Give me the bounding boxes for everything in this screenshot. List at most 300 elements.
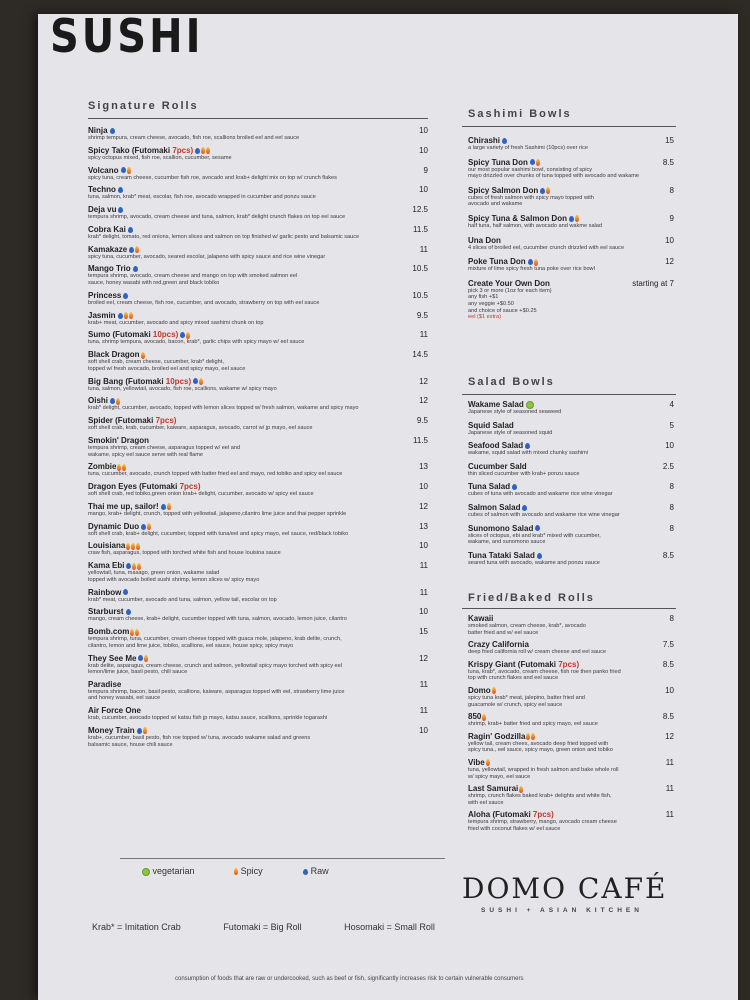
menu-item-price: 12 xyxy=(419,376,428,386)
drop-icon xyxy=(537,553,542,559)
menu-item-price: 9 xyxy=(423,165,428,175)
menu-item-name: Cucumber Sald xyxy=(468,461,527,471)
menu-item xyxy=(88,396,428,412)
menu-item-name: Last Samurai xyxy=(468,784,674,793)
menu-item-description: sauce, honey wasabi with red,green and black tobiko xyxy=(88,280,220,287)
flame-icon xyxy=(130,629,134,636)
flame-icon xyxy=(126,543,130,550)
menu-item-price: 13 xyxy=(419,462,428,472)
menu-item-description: wakame, and sunomono sauce xyxy=(468,539,546,546)
flame-icon xyxy=(122,464,126,471)
menu-item-description: a large variety of fresh Sashimi (10pcs) over rice xyxy=(468,145,589,151)
menu-item xyxy=(468,686,674,708)
fried-baked-rolls-heading: Fried/Baked Rolls xyxy=(468,592,595,604)
menu-item-description: cilantro, lemon and lime juice, tobiko, scallions, eel sauce, house spicy, spicy mayo xyxy=(88,642,294,649)
menu-item-description: tempura shrimp, cream cheese, asparagus topped w/ eel and xyxy=(88,444,241,451)
menu-item-price: 15 xyxy=(665,136,674,145)
menu-item xyxy=(88,541,428,557)
menu-item-price: 12.5 xyxy=(412,205,428,215)
menu-item-price: 8.5 xyxy=(662,550,674,560)
flame-icon xyxy=(186,332,190,339)
menu-item xyxy=(88,482,428,498)
flame-icon xyxy=(141,352,145,359)
menu-item-name: Bomb.com xyxy=(88,627,428,636)
flame-icon xyxy=(129,312,133,319)
menu-item-name: Thai me up, sailor! xyxy=(88,502,428,511)
menu-item-name: Oishi xyxy=(88,396,428,405)
drop-icon xyxy=(535,525,540,531)
menu-item-price: 8 xyxy=(669,482,674,492)
menu-item-name: Tuna Tataki Salad xyxy=(468,551,674,560)
drop-icon xyxy=(303,869,308,875)
menu-item-description: shrimp tempura, cream cheese, avocado, fish roe, scallions broiled eel and eel sauce xyxy=(88,135,300,141)
menu-item-name: Poke Tuna Don xyxy=(468,257,674,266)
menu-item-price: 11 xyxy=(419,244,428,254)
hosomaki-note: Hosomaki = Small Roll xyxy=(344,922,435,932)
menu-item-description: tuna, shrimp tempura, avocado, bacon, krab*, garlic chips with spicy mayo w/ eel sauce xyxy=(88,339,305,346)
menu-item-description: tuna, yellowtail, wrapped in fresh salmon and bake whole roll xyxy=(468,766,619,773)
menu-item-description: tuna, salmon, yellowtail, avocado, fish roe, scallions, wakame w/ spicy mayo xyxy=(88,385,277,392)
menu-item xyxy=(88,416,428,432)
flame-icon xyxy=(201,147,205,154)
menu-item-description: thin sliced cucumber with krab+ ponzu sauce xyxy=(468,470,580,477)
flame-icon xyxy=(482,714,486,721)
menu-item-name: Techno xyxy=(88,185,428,194)
menu-item xyxy=(88,627,428,649)
menu-item xyxy=(468,712,674,728)
menu-item-description: soft shell crab, krab, cucumber, kaiware, asparagus, avocado, carrot w/ jp mayo, eel sauce xyxy=(88,425,313,432)
menu-item xyxy=(88,205,428,221)
piece-count: 10pcs) xyxy=(165,376,192,386)
menu-item xyxy=(88,245,428,261)
menu-item-description: krab delite, asparagus, cream cheese, crunch and salmon, yellowtail spicy mayo torched with spicy eel xyxy=(88,662,343,669)
drop-icon xyxy=(512,484,517,490)
flame-icon xyxy=(575,215,579,222)
menu-item xyxy=(468,660,674,682)
fried-baked-rolls-list xyxy=(468,614,674,837)
flame-icon xyxy=(137,563,141,570)
menu-item-price: 7.5 xyxy=(662,640,674,650)
menu-item xyxy=(88,377,428,393)
futomaki-note: Futomaki = Big Roll xyxy=(223,922,302,932)
menu-item-description: wakame, spicy eel sauce serve with real flame xyxy=(88,451,204,458)
flame-icon xyxy=(116,398,120,405)
menu-item xyxy=(88,726,428,748)
menu-item-description: soft shell crab, krab+ delight, cucumber, topped with tuna/eel and spicy mayo, eel sauce, red/black tobiko xyxy=(88,530,349,537)
menu-item-name: Kama Ebi xyxy=(88,561,428,570)
menu-item-name: Ragin' Godzilla xyxy=(468,732,674,741)
flame-icon xyxy=(136,543,140,550)
flame-icon xyxy=(117,464,121,471)
piece-count: 10pcs) xyxy=(152,330,179,340)
menu-item-price: 10 xyxy=(665,685,674,695)
menu-item-price: 10 xyxy=(419,185,428,195)
brand-tagline: SUSHI + ASIAN KITCHEN xyxy=(481,907,643,914)
piece-count: 7pcs) xyxy=(179,482,201,492)
menu-item xyxy=(88,607,428,623)
menu-item-description: spicy tuna krab* meat, jalepino, batter fried and xyxy=(468,694,585,701)
menu-item xyxy=(88,166,428,182)
menu-item-name: Create Your Own Don xyxy=(468,278,550,288)
menu-item-name: Spicy Tuna Don xyxy=(468,158,674,167)
drop-icon xyxy=(180,332,185,338)
menu-item-description: yellowtail, tuna, masago, green onion, wakame salad xyxy=(88,570,220,577)
menu-item-price: 10 xyxy=(665,235,674,245)
menu-item-description: balsamic sauce, house chili sauce xyxy=(88,741,173,748)
drop-icon xyxy=(161,504,166,510)
menu-item-description: krab* delight, tomato, red onions, lemon slices and salmon on top finished w/ garlic pesto and balsamic sauce xyxy=(88,233,360,240)
menu-item-name: Mango Trio xyxy=(88,264,428,273)
salad-bowls-heading: Salad Bowls xyxy=(468,376,555,388)
drop-icon xyxy=(137,728,142,734)
menu-item xyxy=(468,279,674,321)
menu-item-description: spicy tuna, cream cheese, cucumber fish roe, avocado and krab+ delight mix on top w/ crunch flakes xyxy=(88,174,337,181)
menu-item xyxy=(88,311,428,327)
flame-icon xyxy=(167,503,171,510)
menu-item-description: mango, krab+ delight, crunch, topped with yellowtail, jalapeno,cilantro lime juice and thai pepper sprinkle xyxy=(88,510,347,517)
menu-item-description: krab+, cucumber, basil pesto, fish roe topped w/ tuna, avocado wakame salad and greens xyxy=(88,735,311,742)
menu-item-price: 10 xyxy=(419,126,428,135)
menu-item-description: cubes of salmon with avocado and wakame rice wine vinegar xyxy=(468,511,620,518)
flame-icon xyxy=(143,727,147,734)
menu-item-price: 12 xyxy=(419,396,428,406)
menu-item xyxy=(468,640,674,656)
menu-item-description: smoked salmon, cream cheese, krab*, avocado xyxy=(468,623,586,629)
menu-item xyxy=(468,614,674,636)
menu-item xyxy=(468,158,674,180)
menu-item-name: 850 xyxy=(468,712,674,721)
flame-icon xyxy=(234,868,238,875)
sashimi-bowls-rule xyxy=(462,126,676,127)
fried-baked-rolls-rule xyxy=(462,608,676,609)
menu-item-price: 11 xyxy=(419,561,428,571)
flame-icon xyxy=(135,629,139,636)
drop-icon xyxy=(110,128,115,134)
menu-item-price: 15 xyxy=(419,627,428,637)
menu-item-name: Starburst xyxy=(88,607,428,616)
drop-icon xyxy=(522,505,527,511)
menu-item xyxy=(468,503,674,519)
menu-item-price: 12 xyxy=(665,257,674,267)
menu-item-name: Seafood Salad xyxy=(468,441,674,450)
menu-item-description: fried with coconut flakes w/ eel sauce xyxy=(468,825,561,832)
menu-item-description: and honey wasabi, eel sauce xyxy=(88,695,161,702)
menu-item-description: krab, cucumber, avocado topped w/ katsu fish jp mayo, katsu sauce, scallions, sprinkle togarashi xyxy=(88,715,328,722)
menu-item xyxy=(468,400,674,416)
menu-item xyxy=(88,462,428,478)
legend-raw: Raw xyxy=(301,866,329,876)
menu-item xyxy=(88,588,428,604)
menu-item-price: 11.5 xyxy=(413,435,428,445)
menu-item-description: cubes of tuna with avocado and wakame rice wine vinegar xyxy=(468,491,613,498)
menu-item-price: 10.5 xyxy=(412,290,428,300)
menu-item-price: 11 xyxy=(665,784,674,794)
flame-icon xyxy=(536,159,540,166)
menu-item-name: Wakame Salad xyxy=(468,400,674,409)
menu-item-description: tempura shrimp, avocado, cream cheese and tuna, salmon, krab* delight crunch flakes on top eel sauce xyxy=(88,214,346,221)
flame-icon xyxy=(144,655,148,662)
menu-item-description: tuna, salmon, krab* meat, escolar, fish roe, avocado wrapped in cucumber and ponzu sauce xyxy=(88,194,316,201)
menu-item-price: 8.5 xyxy=(662,157,674,167)
menu-item-description: deep fried california roll w/ cream cheese and eel sauce xyxy=(468,649,607,656)
menu-item-price: 12 xyxy=(665,731,674,741)
menu-item-price: 10 xyxy=(419,482,428,492)
flame-icon xyxy=(534,259,538,266)
menu-item-description: spicy tuna, cucumber, avocado, seared escolar, jalapeno with spicy sauce and rice wine vinegar xyxy=(88,253,326,260)
menu-item-description: seared tuna with avocado, wakame and ponzu sauce xyxy=(468,559,600,566)
menu-item-description: batter fried and w/ eel sauce xyxy=(468,629,539,636)
menu-item-description: spicy tuna., eel sauce, spicy mayo, green onion and tobiko xyxy=(468,747,613,754)
menu-item-price: 10 xyxy=(665,441,674,451)
drop-icon xyxy=(530,159,535,165)
menu-item xyxy=(88,561,428,583)
menu-item-description: our most popular sashimi bowl, consisting of spicy xyxy=(468,166,593,173)
piece-count: 7pcs) xyxy=(155,416,177,426)
drop-icon xyxy=(110,398,115,404)
menu-item-name: Black Dragon xyxy=(88,350,428,359)
menu-item-name: Louisiana xyxy=(88,541,428,550)
menu-item-description: broiled eel, cream cheese, fish roe, cucumber, and avocado, strawberry on top with eel sauce xyxy=(88,299,320,306)
menu-item-description: avocado and wakame xyxy=(468,201,523,208)
menu-item xyxy=(88,706,428,722)
menu-item-name: Krispy Giant (Futomaki 7pcs) xyxy=(468,659,580,669)
legend-spicy: Spicy xyxy=(233,866,263,876)
drop-icon xyxy=(128,227,133,233)
menu-item-name: Tuna Salad xyxy=(468,482,674,491)
flame-icon xyxy=(546,187,550,194)
menu-item-description: mixture of lime spicy fresh tuna poke over rice bowl xyxy=(468,266,595,273)
menu-item-description: tempura shrimp, bacon, basil pesto, scallions, kaiware, asparagus topped with eel, strawberry lime juice xyxy=(88,688,345,695)
drop-icon xyxy=(133,266,138,272)
menu-item-name: Spider (Futomaki 7pcs) xyxy=(88,416,177,426)
drop-icon xyxy=(528,259,533,265)
menu-item-description: topped with avocado boiled sushi shrimp, lemon slices w/ spicy mayo xyxy=(88,576,260,583)
menu-item-price: 11.5 xyxy=(413,224,428,234)
menu-item-name: Kamakaze xyxy=(88,245,428,254)
flame-icon xyxy=(135,246,139,253)
drop-icon xyxy=(123,589,128,595)
menu-item-description: tuna, krab*, avocado, cream cheese, fish roe then panko fried xyxy=(468,668,621,675)
menu-item xyxy=(468,482,674,498)
menu-item-name: Domo xyxy=(468,686,674,695)
menu-item xyxy=(468,186,674,208)
menu-item-description: any fish +$1 xyxy=(468,294,499,301)
menu-item xyxy=(468,421,674,437)
menu-item-description: krab+ meat, cucumber, avocado and spicy mixed sashimi chunk on top xyxy=(88,319,264,326)
menu-item-name: Volcano xyxy=(88,166,428,175)
menu-item-name: Spicy Tuna & Salmon Don xyxy=(468,214,674,223)
menu-item-name: Crazy California xyxy=(468,640,529,650)
menu-item-description: any veggie +$0.50 xyxy=(468,300,514,307)
menu-item-name: Deja vu xyxy=(88,205,428,214)
menu-item-description: half tuna, half salmon, with avocado and wakme salad xyxy=(468,222,603,229)
flame-icon xyxy=(132,563,136,570)
menu-item-name: Vibe xyxy=(468,758,674,767)
menu-item-description: krab* meat, cucumber, avocado and tuna, salmon, yellow tail, escolar on top xyxy=(88,596,277,603)
flame-icon xyxy=(199,378,203,385)
legend xyxy=(140,866,440,876)
drop-icon xyxy=(126,609,131,615)
menu-item xyxy=(88,291,428,307)
menu-item-description: with eel sauce xyxy=(468,799,504,806)
legend-rule xyxy=(120,858,445,859)
menu-item-price: 8.5 xyxy=(662,712,674,722)
menu-item-name: Squid Salad xyxy=(468,420,514,430)
menu-item-name: Cobra Kai xyxy=(88,225,428,234)
page-title: SUSHI xyxy=(50,10,204,64)
menu-item-description: shrimp, krab+ batter fried and spicy mayo, eel sauce xyxy=(468,721,598,728)
menu-item-description: tuna, cucumber, avocado, crunch topped with batter fried eel and mayo, red tobiko and spicy eel sauce xyxy=(88,471,343,478)
menu-item-description: and choice of sauce +$0.25 xyxy=(468,307,537,314)
menu-item-price: 13 xyxy=(419,521,428,531)
menu-item-description: spicy octopus mixed, fish roe, scallion, cucumber, sesame xyxy=(88,154,232,161)
menu-item-name: They See Me xyxy=(88,654,428,663)
menu-item-name: Jasmin xyxy=(88,311,428,320)
menu-item-description: guacamole w/ crunch, spicy eel sauce xyxy=(468,701,563,708)
disclaimer: consumption of foods that are raw or undercooked, such as beef or fish, significantly increases risk to certain vulnerable consumers xyxy=(175,976,524,982)
flame-icon xyxy=(147,523,151,530)
drop-icon xyxy=(502,138,507,144)
menu-item-name: Kawaii xyxy=(468,614,494,623)
menu-item-description: soft shell crab, red tobiko,green onion krab+ delight, cucumber, avocado w/ spicy eel sauce xyxy=(88,491,314,498)
menu-item-description: mango, cream cheese, krab+ delight, cucumber topped with tuna, salmon, avocado, lemon juice, cilantro xyxy=(88,616,347,623)
menu-item xyxy=(468,732,674,754)
menu-item xyxy=(468,136,674,152)
menu-item-price: 11 xyxy=(419,587,428,597)
menu-item-description: topped w/ fresh avocado, broiled eel and spicy mayo, eel sauce xyxy=(88,365,246,372)
menu-item-description: wakame, squid salad with mixed chunky sashimi xyxy=(468,450,589,457)
drop-icon xyxy=(569,216,574,222)
flame-icon xyxy=(526,733,530,740)
menu-item-description: krab* delight, cucumber, avocado, topped with lemon slices topped w/ fresh salmon, wakame and spicy mayo xyxy=(88,405,359,412)
menu-item-price: 2.5 xyxy=(662,461,674,471)
menu-item-price: 11 xyxy=(419,330,428,340)
menu-item-description: lemon/lime juice, basil pesto, chili sauce xyxy=(88,669,188,676)
menu-item-price: 11 xyxy=(665,810,674,820)
menu-item-name: Princess xyxy=(88,291,428,300)
menu-item-price: 4 xyxy=(669,400,674,409)
menu-item xyxy=(468,551,674,567)
menu-item-price: 10 xyxy=(419,541,428,551)
menu-item-price: 10 xyxy=(419,145,428,155)
menu-item-price: 8 xyxy=(669,523,674,533)
signature-rolls-list xyxy=(88,126,428,752)
menu-item xyxy=(468,214,674,230)
menu-item-price: 12 xyxy=(419,653,428,663)
menu-item-description: cubes of fresh salmon with spicy mayo topped with xyxy=(468,194,594,201)
drop-icon xyxy=(525,443,530,449)
menu-item-price: 8 xyxy=(669,502,674,512)
menu-item-description: soft shell crab, cream cheese, cucumber, krab* delight, xyxy=(88,359,224,366)
menu-item xyxy=(88,350,428,372)
menu-item-extra: eel ($1 extra) xyxy=(468,314,501,321)
roll-notes xyxy=(92,922,475,932)
piece-count: 7pcs) xyxy=(558,659,580,669)
menu-item-description: tempura shrimp, tuna, cucumber, cream cheese topped with guaca mole, jalapeno, krab delite, crunch, xyxy=(88,636,342,643)
menu-item-name: Dragon Eyes (Futomaki 7pcs) xyxy=(88,482,201,492)
menu-item-name: Smokin' Dragon xyxy=(88,435,150,445)
flame-icon xyxy=(124,312,128,319)
drop-icon xyxy=(540,188,545,194)
menu-item xyxy=(88,146,428,162)
piece-count: 7pcs) xyxy=(532,810,554,820)
salad-bowls-list xyxy=(468,400,674,571)
menu-item-description: Japanese style of seasoned squid xyxy=(468,429,553,436)
menu-item-description: Japanese style of seasoned seaweed xyxy=(468,409,562,415)
krab-note: Krab* = Imitation Crab xyxy=(92,922,181,932)
drop-icon xyxy=(195,148,200,154)
menu-item-name: Spicy Tako (Futomaki 7pcs) xyxy=(88,146,428,155)
menu-item-description: top with crunch flakes and eel sauce xyxy=(468,675,559,682)
drop-icon xyxy=(118,187,123,193)
drop-icon xyxy=(126,563,131,569)
menu-item-name: Big Bang (Futomaki 10pcs) xyxy=(88,377,428,386)
menu-item-price: 10.5 xyxy=(412,264,428,274)
menu-item xyxy=(88,502,428,518)
menu-item xyxy=(468,441,674,457)
menu-item-description: slices of octopus, ebi and krab* mixed with cucumber, xyxy=(468,532,601,539)
menu-item-name: Rainbow xyxy=(88,588,428,597)
sashimi-bowls-heading: Sashimi Bowls xyxy=(468,108,572,120)
menu-item-name: Ninja xyxy=(88,126,428,135)
menu-item-price: 9.5 xyxy=(416,416,428,426)
flame-icon xyxy=(531,733,535,740)
menu-item-description: pick 3 or more (1oz for each item) xyxy=(468,287,552,294)
drop-icon xyxy=(121,167,126,173)
menu-item xyxy=(88,680,428,702)
menu-item xyxy=(468,810,674,832)
drop-icon xyxy=(123,293,128,299)
menu-item-description: mayo drizzled over chunks of tuna topped with avocado and wakame xyxy=(468,173,640,180)
menu-item-price: 9.5 xyxy=(416,310,428,320)
flame-icon xyxy=(519,786,523,793)
menu-item-description: shrimp, crunch flakes baked krab+ delights and white fish, xyxy=(468,793,612,800)
menu-item-name: Una Don xyxy=(468,235,501,245)
menu-item-name: Aloha (Futomaki 7pcs) xyxy=(468,810,554,820)
menu-item-description: craw fish, asparagus, topped with torched white fish and house louisina sauce xyxy=(88,550,281,557)
menu-item xyxy=(88,126,428,142)
menu-item-price: 5 xyxy=(669,420,674,430)
menu-item-price: 8 xyxy=(669,614,674,623)
menu-item xyxy=(468,784,674,806)
leaf-icon xyxy=(526,401,534,409)
menu-item xyxy=(468,758,674,780)
drop-icon xyxy=(141,524,146,530)
menu-item-name: Chirashi xyxy=(468,136,674,145)
menu-item xyxy=(88,225,428,241)
menu-item-name: Money Train xyxy=(88,726,428,735)
menu-item-price: 11 xyxy=(419,679,428,689)
drop-icon xyxy=(118,207,123,213)
menu-item-name: Air Force One xyxy=(88,706,141,716)
piece-count: 7pcs) xyxy=(172,145,194,155)
menu-item xyxy=(88,264,428,286)
signature-rolls-heading: Signature Rolls xyxy=(88,100,199,112)
menu-item-price: 10 xyxy=(419,607,428,617)
drop-icon xyxy=(138,655,143,661)
drop-icon xyxy=(193,378,198,384)
menu-item-price: 12 xyxy=(419,501,428,511)
menu-item xyxy=(88,654,428,676)
flame-icon xyxy=(131,543,135,550)
leaf-icon xyxy=(142,868,150,876)
brand-name: DOMO CAFÉ xyxy=(462,872,668,905)
flame-icon xyxy=(206,147,210,154)
menu-item-price: starting at 7 xyxy=(632,278,674,288)
menu-item-description: tempura shrimp, avocado, cream cheese and mango on top with smoked salmon eel xyxy=(88,273,298,280)
flame-icon xyxy=(492,687,496,694)
drop-icon xyxy=(129,247,134,253)
